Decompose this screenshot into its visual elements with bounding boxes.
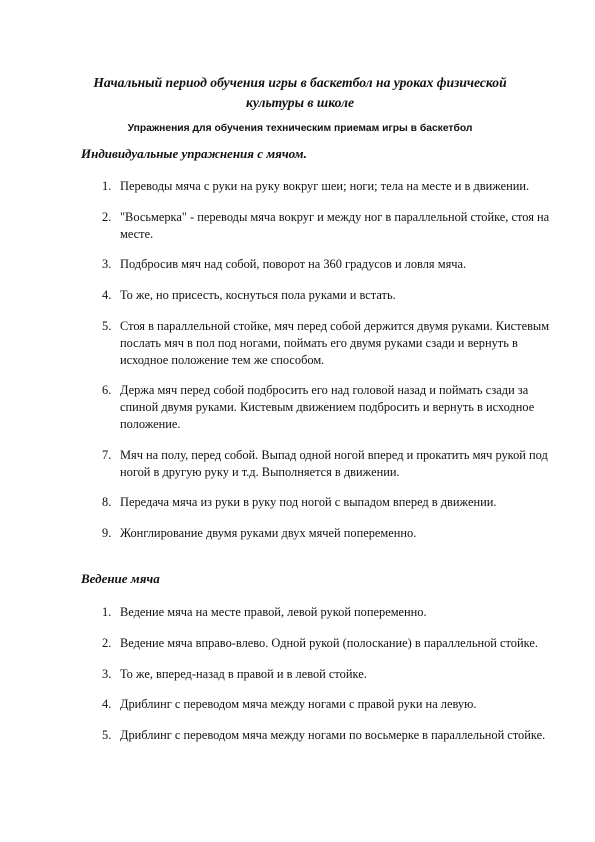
document-title: Начальный период обучения игры в баскетбол на уроках физической культуры в школе [93, 75, 507, 110]
item-text: Ведение мяча на месте правой, левой рукой попеременно. [120, 605, 427, 619]
item-text: То же, но присесть, коснуться пола руками и встать. [120, 288, 396, 303]
list-item [0, 666, 595, 683]
item-number: 7. [102, 447, 112, 462]
list-item [0, 447, 595, 481]
item-number: 8. [102, 495, 112, 510]
item-number: 9. [102, 526, 112, 541]
section-heading-individual-exercises: Индивидуальные упражнения с мячом. [81, 146, 307, 161]
item-number: 1. [102, 179, 112, 193]
item-text: Стоя в параллельной стойке, мяч перед собой держится двумя руками. Кистевым послать мяч в пол под ногами, поймать его двумя руками сзади и вернуть в исходное положение тем же способом. [120, 318, 550, 367]
list-item [0, 256, 595, 273]
item-number: 4. [102, 697, 112, 712]
list-item [0, 382, 595, 432]
item-number: 3. [102, 666, 112, 681]
item-number: 4. [102, 288, 112, 303]
list-spacer [0, 433, 595, 447]
list-spacer [0, 273, 595, 287]
list-spacer [0, 682, 595, 696]
item-text: Жонглирование двумя руками двух мячей попеременно. [120, 526, 417, 541]
item-number: 5. [102, 728, 112, 743]
list-spacer [0, 304, 595, 318]
item-text: То же, вперед-назад в правой и в левой стойке. [120, 666, 367, 681]
list-spacer [0, 621, 595, 635]
document-subtitle: Упражнения для обучения техническим приемам игры в баскетбол [127, 123, 473, 134]
list-item [0, 494, 595, 511]
item-number: 3. [102, 257, 112, 272]
item-text: Ведение мяча вправо-влево. Одной рукой (полоскание) в параллельной стойке. [120, 635, 538, 650]
list-item [0, 318, 595, 368]
list-item [0, 287, 595, 304]
item-text: Дриблинг с переводом мяча между ногами по восьмерке в параллельной стойке. [120, 728, 546, 743]
item-text: Мяч на полу, перед собой. Выпад одной ногой вперед и прокатить мяч рукой под ногой в другую руку и т.д. Выполняется в движении. [120, 447, 548, 479]
item-text: "Восьмерка" - переводы мяча вокруг и между ног в параллельной стойке, стоя на месте. [120, 209, 550, 241]
item-number: 6. [102, 383, 112, 398]
item-text: Держа мяч перед собой подбросить его над головой назад и поймать сзади за спиной двумя руками. Кистевым движением подбросить и вернуть в исходное положение. [120, 383, 535, 431]
list-item [0, 178, 595, 195]
list-item [0, 696, 595, 713]
item-text: Подбросив мяч над собой, поворот на 360 градусов и ловля мяча. [120, 257, 467, 272]
item-number: 1. [102, 605, 112, 619]
item-number: 2. [102, 209, 112, 224]
list-item [0, 604, 595, 621]
item-number: 2. [102, 635, 112, 650]
list-spacer [0, 511, 595, 525]
item-number: 5. [102, 318, 112, 333]
exercise-list-dribbling [0, 604, 595, 744]
list-spacer [0, 652, 595, 666]
list-item [0, 635, 595, 652]
list-spacer [0, 368, 595, 382]
item-text: Передача мяча из руки в руку под ногой с выпадом вперед в движении. [120, 495, 497, 510]
section-heading-dribbling: Ведение мяча [81, 571, 160, 586]
item-text: Переводы мяча с руки на руку вокруг шеи; ноги; тела на месте и в движении. [120, 179, 530, 193]
exercise-list-individual [0, 178, 595, 542]
list-spacer [0, 480, 595, 494]
item-text: Дриблинг с переводом мяча между ногами с правой руки на левую. [120, 697, 477, 712]
list-spacer [0, 242, 595, 256]
list-item [0, 525, 595, 542]
list-item [0, 727, 595, 744]
list-spacer [0, 195, 595, 209]
list-spacer [0, 713, 595, 727]
list-item [0, 209, 595, 243]
